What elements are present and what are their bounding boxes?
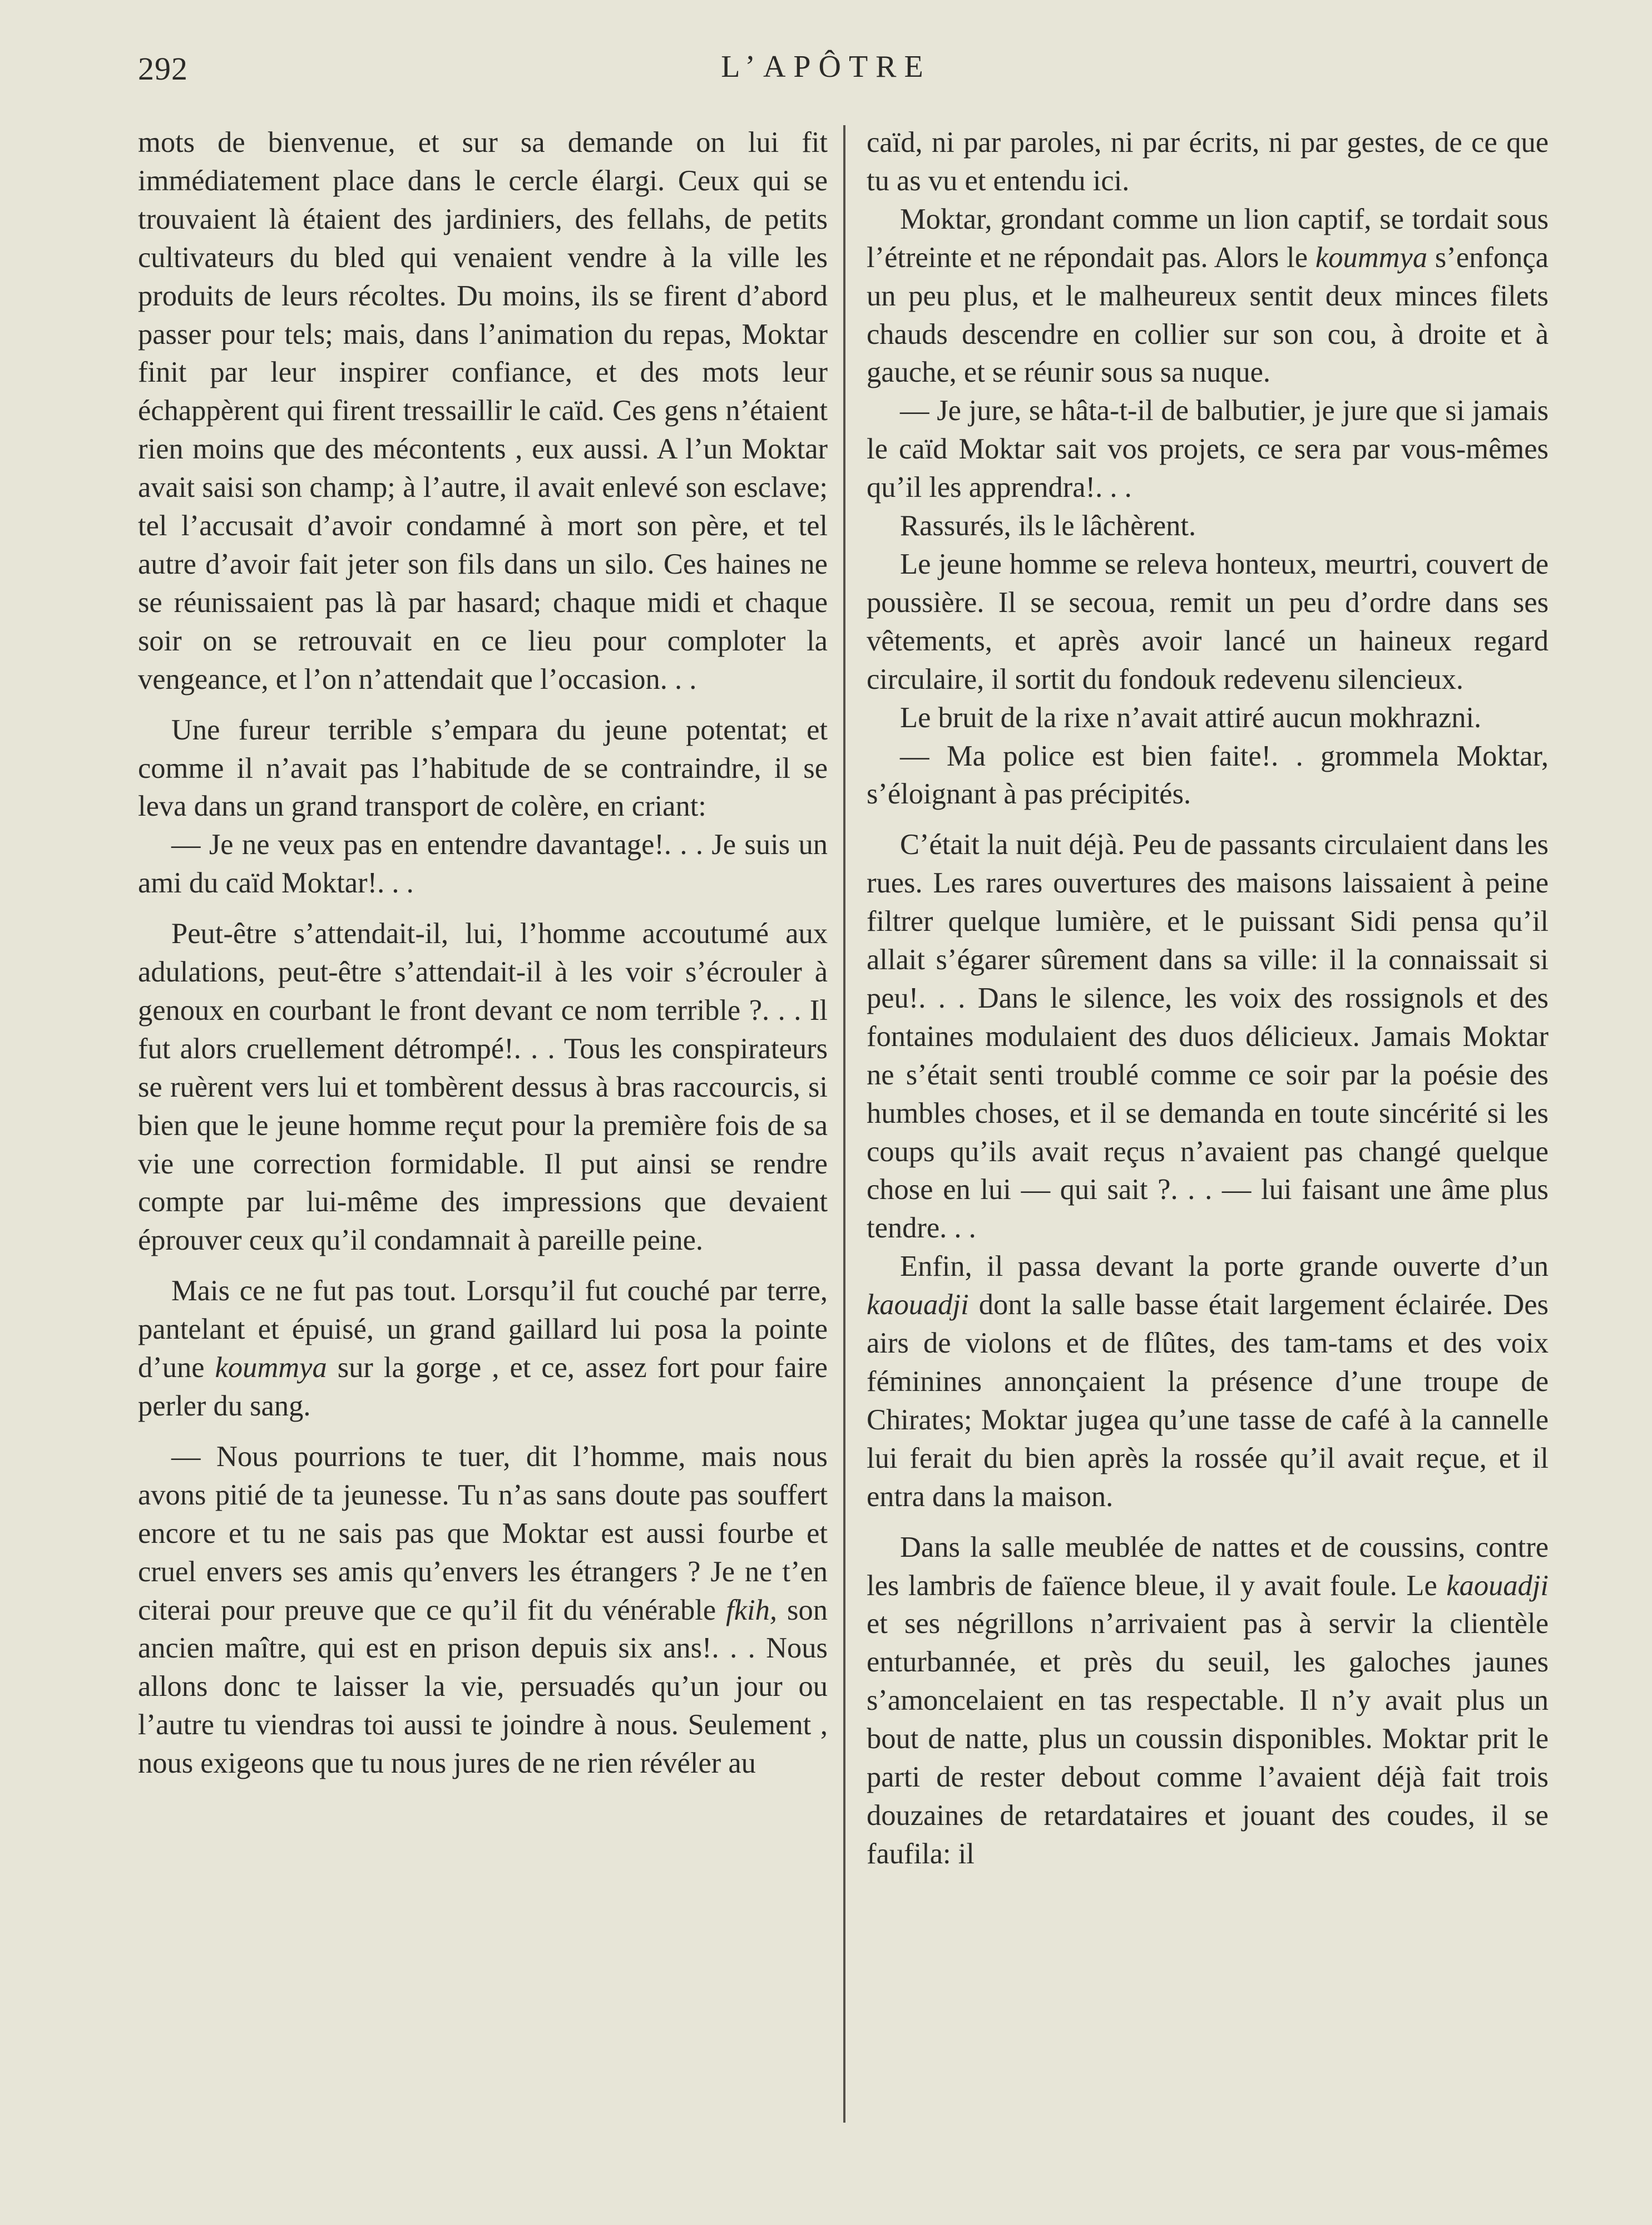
paragraph — [867, 1528, 1549, 1873]
dialogue-paragraph: — Je ne veux pas en entendre davantage!. . . Je suis un ami du caïd Moktar!. . . — [138, 828, 828, 900]
text-run: dont la salle basse était largement éclairée. Des airs de violons et de flûtes, des tam-tams et des voix féminines annonçaient la présence d’une troupe de Chirates; Moktar jugea qu’une tasse de café à la cannelle lui ferait du bien après la rossée qu’il avait reçue, et il entra dans la maison. — [867, 1289, 1549, 1513]
text-run: Enfin, il passa devant la porte grande ouverte d’un — [900, 1250, 1549, 1283]
italic-term: kaouadji — [867, 1289, 969, 1321]
text-run: s’enfonça un peu plus, et le malheureux sentit deux minces filets chauds descendre en collier sur son cou, à droite et à gauche, et se réunir sous sa nuque. — [867, 241, 1549, 389]
running-title: L’APÔTRE — [721, 50, 931, 84]
text-run: sur la gorge , et ce, assez fort pour faire perler du sang. — [138, 1351, 828, 1422]
right-text-column — [867, 124, 1549, 1873]
paragraph: Le bruit de la rixe n’avait attiré aucun mokhrazni. — [900, 701, 1482, 734]
text-run: — Nous pourrions te tuer, dit l’homme, mais nous avons pitié de ta jeunesse. Tu n’as sans doute pas souffert encore et tu ne sais pas que Moktar est aussi fourbe et cruel envers ses amis qu’envers les étrangers ? Je ne t’en citerai pour preuve que ce qu’il fit du vénérable — [138, 1440, 828, 1626]
text-run: Dans la salle meublée de nattes et de coussins, contre les lambris de faïence bleue, il y avait foule. Le — [867, 1531, 1549, 1602]
paragraph — [867, 1247, 1549, 1516]
paragraph — [867, 200, 1549, 392]
left-text-column — [138, 124, 828, 1783]
text-run: et ses négrillons n’arrivaient pas à servir la clientèle enturbannée, et près du seuil, les galoches jaunes s’amoncelaient en tas respectable. Il n’y avait plus un bout de natte, plus un coussin disponibles. Moktar prit le parti de rester debout comme l’avaient déjà fait trois douzaines de retardataires et jouant des coudes, il se faufila: il — [867, 1607, 1549, 1870]
paragraph: Une fureur terrible s’empara du jeune potentat; et comme il n’avait pas l’habitude de se contraindre, il se leva dans un grand transport de colère, en criant: — [138, 713, 828, 823]
paragraph: caïd, ni par paroles, ni par écrits, ni par gestes, de ce que tu as vu et entendu ici. — [867, 126, 1549, 197]
page-number: 292 — [138, 51, 188, 87]
paragraph: Rassurés, ils le lâchèrent. — [900, 510, 1196, 542]
paragraph: Peut-être s’attendait-il, lui, l’homme accoutumé aux adulations, peut-être s’attendait-il à les voir s’écrouler à genoux en courbant le front devant ce nom terrible ?. . . Il fut alors cruellement détrompé!. . . Tous les conspirateurs se ruèrent vers lui et tombèrent dessus à bras raccourcis, si bien que le jeune homme reçut pour la première fois de sa vie une correction formidable. Il put ainsi se rendre compte par lui-même des impressions que devaient éprouver ceux qu’il condamnait à pareille peine. — [138, 917, 828, 1257]
text-run: Mais ce ne fut pas tout. Lorsqu’il fut couché par terre, pantelant et épuisé, un grand gaillard lui posa la pointe d’une — [138, 1275, 828, 1384]
dialogue-paragraph — [138, 1438, 828, 1783]
italic-term: koummya — [215, 1351, 327, 1384]
column-divider — [843, 125, 845, 2123]
italic-term: kaouadji — [1446, 1569, 1549, 1602]
italic-term: koummya — [1315, 241, 1428, 274]
italic-term: fkih, — [726, 1593, 778, 1626]
text-run: Moktar, grondant comme un lion captif, se tordait sous l’étreinte et ne répondait pas. Alors le — [867, 203, 1549, 274]
paragraph: C’était la nuit déjà. Peu de passants circulaient dans les rues. Les rares ouvertures des maisons laissaient à peine filtrer quelque lumière, et le puissant Sidi pensa qu’il allait s’égarer sûrement dans sa ville: il la connaissait si peu!. . . Dans le silence, les voix des rossignols et des fontaines modulaient des duos délicieux. Jamais Moktar ne s’était senti troublé comme ce soir par la poésie des humbles choses, et il se demanda en toute sincérité si les coups qu’ils avait reçus n’avaient pas changé quelque chose en lui — qui sait ?. . . — lui faisant une âme plus tendre. . . — [867, 828, 1549, 1245]
paragraph — [138, 1272, 828, 1425]
dialogue-paragraph: — Je jure, se hâta-t-il de balbutier, je jure que si jamais le caïd Moktar sait vos projets, ce sera par vous-mêmes qu’il les apprendra!. . . — [867, 394, 1549, 504]
paragraph: mots de bienvenue, et sur sa demande on lui fit immédiatement place dans le cercle élargi. Ceux qui se trouvaient là étaient des jardiniers, des fellahs, de petits cultivateurs du bled qui venaient vendre à la ville les produits de leurs récoltes. Du moins, ils se firent d’abord passer pour tels; mais, dans l’animation du repas, Moktar finit par leur inspirer confiance, et des mots leur échappèrent qui firent tressaillir le caïd. Ces gens n’étaient rien moins que des mécontents , eux aussi. A l’un Moktar avait saisi son champ; à l’autre, il avait enlevé son esclave; tel l’accusait d’avoir condamné à mort son père, et tel autre d’avoir fait jeter son fils dans un silo. Ces haines ne se réunissaient pas là par hasard; chaque midi et chaque soir on se retrouvait en ce lieu pour comploter la vengeance, et l’on n’attendait que l’occasion. . . — [138, 126, 828, 695]
paragraph: Le jeune homme se releva honteux, meurtri, couvert de poussière. Il se secoua, remit un peu d’ordre dans ses vêtements, et après avoir lancé un haineux regard circulaire, il sortit du fondouk redevenu silencieux. — [867, 547, 1549, 695]
dialogue-paragraph: — Ma police est bien faite!. . grommela Moktar, s’éloignant à pas précipités. — [867, 739, 1549, 811]
text-run: son ancien maître, qui est en prison depuis six ans!. . . Nous allons donc te laisser la vie, persuadés qu’un jour ou l’autre tu viendras toi aussi te joindre à nous. Seulement , nous exigeons que tu nous jures de ne rien révéler au — [138, 1593, 828, 1780]
